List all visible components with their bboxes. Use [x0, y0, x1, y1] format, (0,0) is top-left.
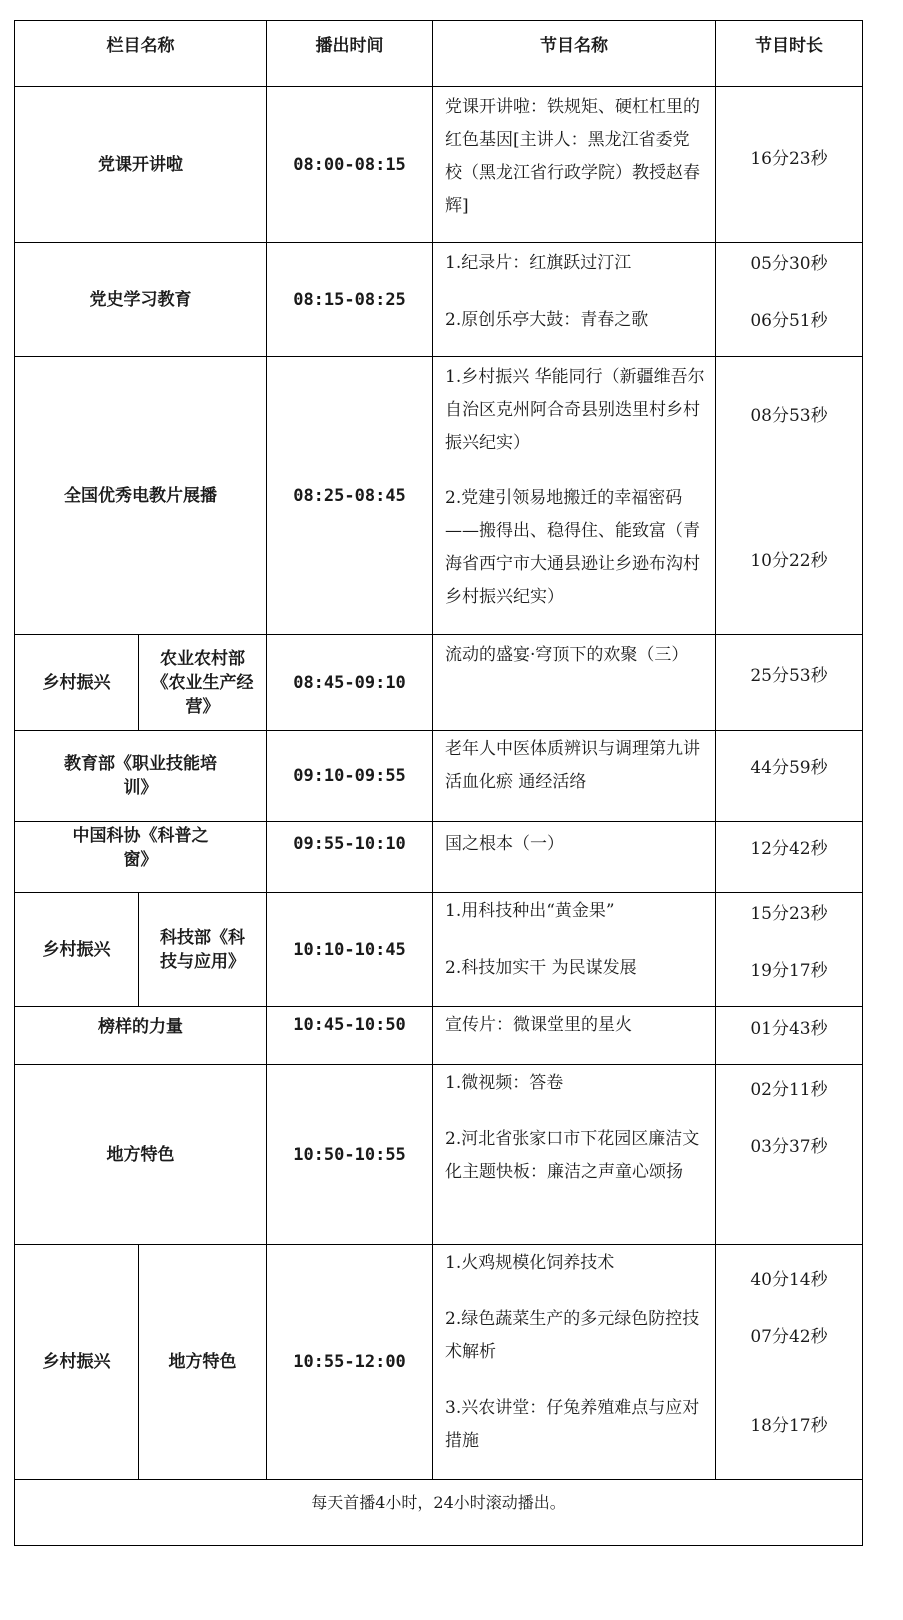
duration-cell [716, 893, 863, 1007]
program-title: 宣传片：微课堂里的星火 [445, 1015, 632, 1035]
air-time: 08:15-08:25 [267, 243, 433, 357]
table-row [15, 635, 863, 731]
duration-value: 18分17秒 [750, 1416, 828, 1436]
program-cell [433, 635, 716, 731]
duration-value: 40分14秒 [750, 1270, 828, 1290]
air-time: 08:25-08:45 [267, 357, 433, 635]
duration-cell [716, 635, 863, 731]
duration-value: 15分23秒 [750, 904, 828, 924]
header-program-name: 节目名称 [433, 21, 716, 87]
program-title: 2.党建引领易地搬迁的幸福密码——搬得出、稳得住、能致富（青海省西宁市大通县逊让乡逊布沟村乡村振兴纪实） [445, 488, 700, 607]
header-duration: 节目时长 [716, 21, 863, 87]
header-column-name: 栏目名称 [15, 21, 267, 87]
duration-value: 03分37秒 [750, 1137, 828, 1157]
duration-value: 10分22秒 [750, 551, 828, 571]
duration-cell [716, 1007, 863, 1065]
duration-value: 25分53秒 [750, 666, 828, 686]
table-row [15, 731, 863, 822]
duration-value: 06分51秒 [750, 311, 828, 331]
air-time: 10:10-10:45 [267, 893, 433, 1007]
sub-column-name: 农业农村部《农业生产经营》 [139, 635, 267, 731]
duration-value: 01分43秒 [750, 1019, 828, 1039]
footer-row [15, 1480, 863, 1546]
duration-cell [716, 357, 863, 635]
program-title: 1.微视频：答卷 [445, 1073, 564, 1093]
program-title: 2.绿色蔬菜生产的多元绿色防控技术解析 [445, 1309, 700, 1362]
duration-value: 44分59秒 [750, 758, 828, 778]
duration-value: 08分53秒 [750, 406, 828, 426]
program-title: 1.乡村振兴 华能同行（新疆维吾尔自治区克州阿合奇县别迭里村乡村振兴纪实） [445, 367, 705, 453]
sub-column-name: 地方特色 [139, 1245, 267, 1480]
program-cell [433, 87, 716, 243]
air-time: 10:55-12:00 [267, 1245, 433, 1480]
duration-cell [716, 731, 863, 822]
duration-value: 05分30秒 [750, 254, 828, 274]
table-row [15, 1007, 863, 1065]
duration-value: 07分42秒 [750, 1327, 828, 1347]
air-time: 09:55-10:10 [267, 822, 433, 893]
column-name: 党史学习教育 [15, 243, 267, 357]
air-time: 09:10-09:55 [267, 731, 433, 822]
air-time: 10:50-10:55 [267, 1065, 433, 1245]
program-title: 老年人中医体质辨识与调理第九讲 活血化瘀 通经活络 [445, 739, 700, 792]
table-row [15, 1065, 863, 1245]
duration-cell [716, 87, 863, 243]
duration-cell [716, 822, 863, 893]
column-name: 乡村振兴 [15, 1245, 139, 1480]
program-title: 1.纪录片：红旗跃过汀江 [445, 253, 632, 273]
air-time: 08:45-09:10 [267, 635, 433, 731]
duration-cell [716, 1245, 863, 1480]
program-cell [433, 1245, 716, 1480]
column-name: 党课开讲啦 [15, 87, 267, 243]
header-air-time: 播出时间 [267, 21, 433, 87]
table-row [15, 1245, 863, 1480]
program-title: 2.河北省张家口市下花园区廉洁文化主题快板：廉洁之声童心颂扬 [445, 1129, 700, 1182]
program-cell [433, 822, 716, 893]
program-cell [433, 357, 716, 635]
duration-value: 16分23秒 [750, 149, 828, 169]
air-time: 10:45-10:50 [267, 1007, 433, 1065]
program-cell [433, 243, 716, 357]
table-row [15, 357, 863, 635]
program-title: 2.科技加实干 为民谋发展 [445, 958, 637, 978]
program-title: 流动的盛宴·穹顶下的欢聚（三） [445, 645, 689, 665]
duration-value: 19分17秒 [750, 961, 828, 981]
program-cell [433, 893, 716, 1007]
program-title: 1.用科技种出“黄金果” [445, 901, 615, 921]
column-name: 乡村振兴 [15, 893, 139, 1007]
program-cell [433, 731, 716, 822]
footer-note: 每天首播4小时，24小时滚动播出。 [15, 1480, 863, 1546]
program-title: 2.原创乐亭大鼓：青春之歌 [445, 310, 649, 330]
duration-value: 12分42秒 [750, 839, 828, 859]
column-name: 榜样的力量 [15, 1007, 267, 1065]
duration-value: 02分11秒 [750, 1080, 828, 1100]
air-time: 08:00-08:15 [267, 87, 433, 243]
table-row [15, 893, 863, 1007]
table-row [15, 822, 863, 893]
program-cell [433, 1007, 716, 1065]
column-name: 地方特色 [15, 1065, 267, 1245]
duration-cell [716, 243, 863, 357]
sub-column-name: 科技部《科技与应用》 [139, 893, 267, 1007]
duration-cell [716, 1065, 863, 1245]
program-title: 国之根本（一） [445, 834, 564, 854]
table-row [15, 87, 863, 243]
column-name: 乡村振兴 [15, 635, 139, 731]
header-row [15, 21, 863, 87]
table-row [15, 243, 863, 357]
column-name: 教育部《职业技能培训》 [15, 731, 267, 822]
program-title: 党课开讲啦：铁规矩、硬杠杠里的红色基因[主讲人：黑龙江省委党校（黑龙江省行政学院）教授赵春辉] [445, 97, 700, 216]
program-title: 3.兴农讲堂：仔兔养殖难点与应对措施 [445, 1398, 700, 1451]
program-cell [433, 1065, 716, 1245]
program-title: 1.火鸡规模化饲养技术 [445, 1253, 615, 1273]
column-name: 全国优秀电教片展播 [15, 357, 267, 635]
column-name: 中国科协《科普之窗》 [15, 822, 267, 893]
schedule-table [14, 20, 863, 1546]
